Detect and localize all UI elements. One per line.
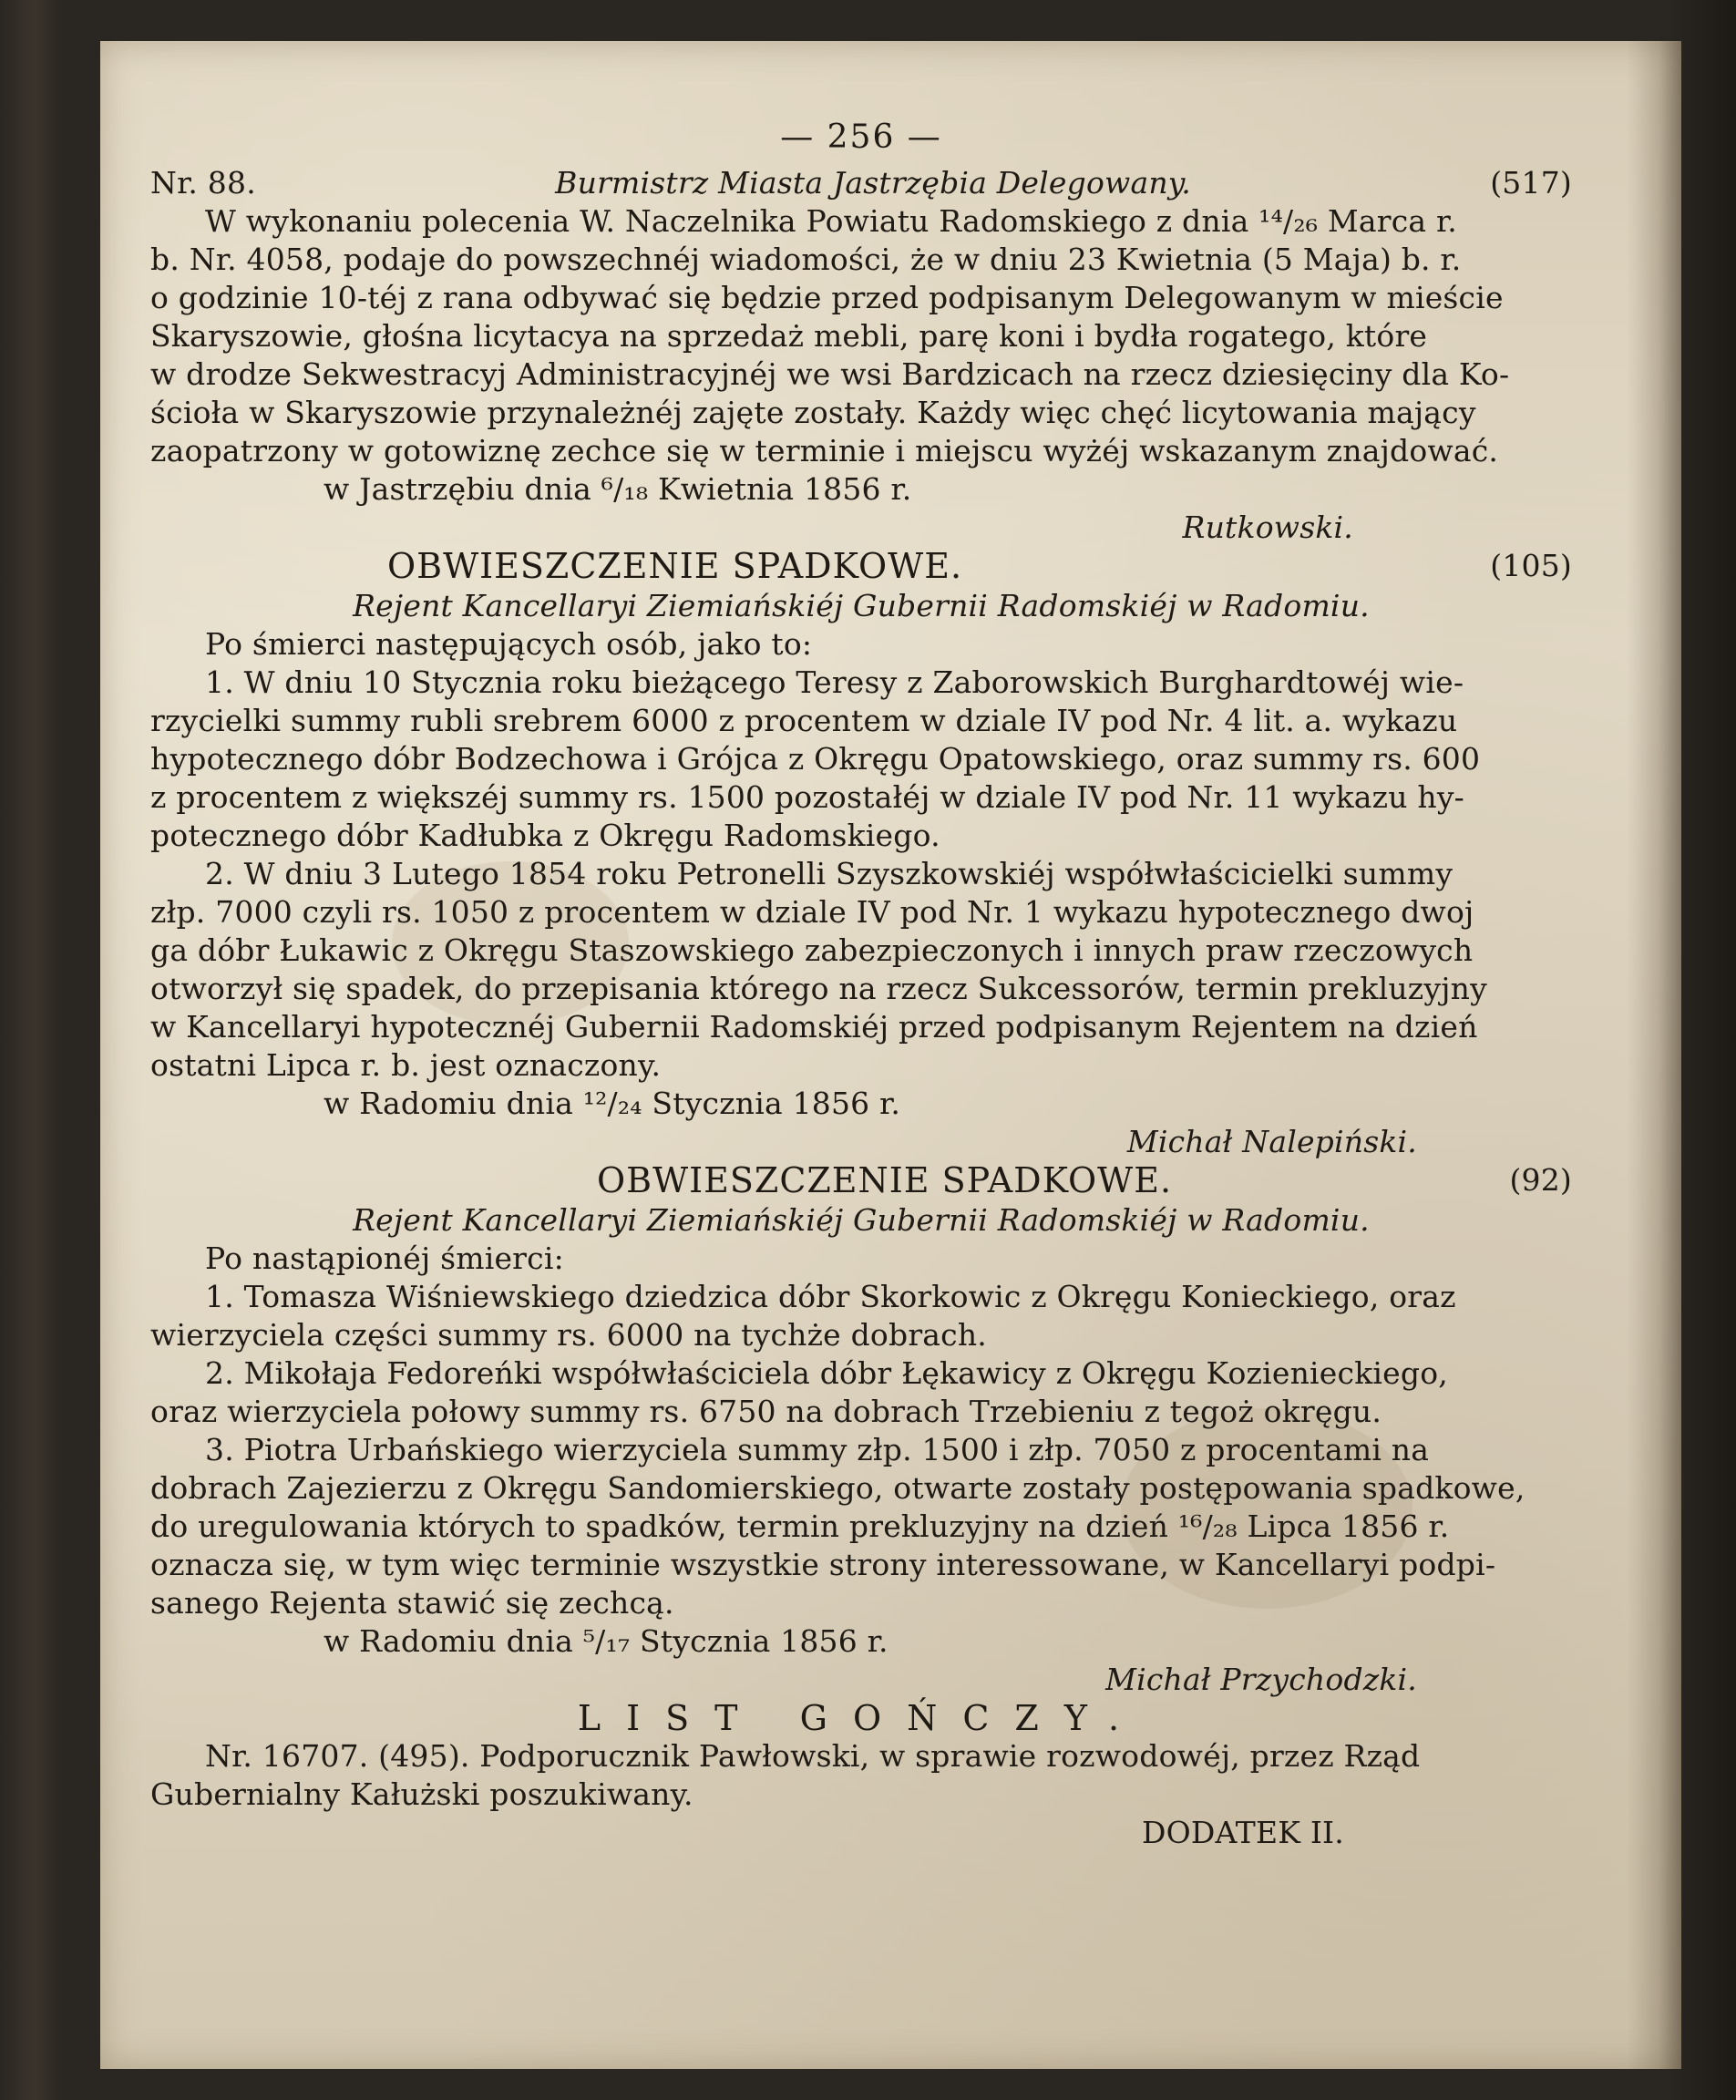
notice-105-line: rzycielki summy rubli srebrem 6000 z procentem w dziale IV pod Nr. 4 lit. a. wykazu	[150, 703, 1458, 738]
notice-105-line: otworzył się spadek, do przepisania którego na rzecz Sukcessorów, termin prekluzyjny	[150, 971, 1487, 1006]
footer-dodatek: DODATEK II.	[1141, 1815, 1344, 1850]
page-number: — 256 —	[780, 118, 942, 156]
notice-92-line: 1. Tomasza Wiśniewskiego dziedzica dóbr Skorkowic z Okręgu Konieckiego, oraz	[205, 1279, 1456, 1314]
notice-92-line: oraz wierzyciela połowy summy rs. 6750 na dobrach Trzebieniu z tegoż okręgu.	[150, 1394, 1382, 1429]
notice-92-subtitle: Rejent Kancellaryi Ziemiańskiéj Gubernii Radomskiéj w Radomiu.	[353, 1202, 1370, 1238]
notice-92-line: do uregulowania których to spadków, termin prekluzyjny na dzień ¹⁶/₂₈ Lipca 1856 r.	[150, 1508, 1450, 1544]
notice-105-line: 2. W dniu 3 Lutego 1854 roku Petronelli Szyszkowskiéj współwłaścicielki summy	[205, 856, 1454, 891]
notice-105-line: hypotecznego dóbr Bodzechowa i Grójca z Okręgu Opatowskiego, oraz summy rs. 600	[150, 741, 1481, 777]
notice-92-line: wierzyciela części summy rs. 6000 na tychże dobrach.	[150, 1317, 987, 1353]
list-gonczy-line: Nr. 16707. (495). Podporucznik Pawłowski, w sprawie rozwodowéj, przez Rząd	[205, 1738, 1421, 1774]
notice-105-intro: Po śmierci następujących osób, jako to:	[205, 626, 813, 662]
notice-105-date: w Radomiu dnia ¹²/₂₄ Stycznia 1856 r.	[324, 1086, 901, 1121]
notice-92-header	[150, 1161, 1572, 1201]
notice-92-ref: (92)	[1509, 1162, 1572, 1198]
notice-92-line: oznacza się, w tym więc terminie wszystkie strony interessowane, w Kancellaryi podpi-	[150, 1547, 1496, 1582]
notice-92-intro: Po nastąpionéj śmierci:	[205, 1240, 564, 1276]
notice-105-line: ga dóbr Łukawic z Okręgu Staszowskiego zabezpieczonych i innych praw rzeczowych	[150, 932, 1474, 968]
notice-88-signature: Rutkowski.	[1182, 510, 1353, 545]
page-curl-shadow	[1627, 41, 1681, 2069]
notice-92-signature: Michał Przychodzki.	[1105, 1662, 1417, 1697]
notice-105-signature: Michał Nalepiński.	[1126, 1124, 1417, 1159]
notice-88-line: o godzinie 10-téj z rana odbywać się będzie przed podpisanym Delegowanym w mieście	[150, 280, 1504, 315]
notice-92-title: OBWIESZCZENIE SPADKOWE.	[597, 1160, 1173, 1200]
notice-88-line: ścioła w Skaryszowie przynależnéj zajęte zostały. Każdy więc chęć licytowania mający	[150, 395, 1476, 430]
notice-88-line: W wykonaniu polecenia W. Naczelnika Powiatu Radomskiego z dnia ¹⁴/₂₆ Marca r.	[205, 203, 1457, 239]
document-text	[150, 118, 1572, 1852]
notice-105-header	[150, 547, 1572, 587]
notice-105-line: potecznego dóbr Kadłubka z Okręgu Radomskiego.	[150, 818, 940, 853]
notice-105-ref: (105)	[1490, 548, 1572, 583]
notice-88-ref: (517)	[1490, 165, 1572, 201]
notice-105-line: ostatni Lipca r. b. jest oznaczony.	[150, 1047, 662, 1083]
notice-105-line: 1. W dniu 10 Stycznia roku bieżącego Teresy z Zaborowskich Burghardtowéj wie-	[205, 664, 1464, 700]
list-gonczy-line: Gubernialny Kałużski poszukiwany.	[150, 1776, 693, 1812]
notice-88-nr: Nr. 88.	[150, 165, 256, 201]
notice-105-line: z procentem z większéj summy rs. 1500 pozostałéj w dziale IV pod Nr. 11 wykazu hy-	[150, 779, 1465, 815]
notice-88-author: Burmistrz Miasta Jastrzębia Delegowany.	[555, 165, 1191, 201]
notice-88-date: w Jastrzębiu dnia ⁶/₁₈ Kwietnia 1856 r.	[324, 471, 912, 507]
notice-88-header	[150, 164, 1572, 202]
notice-88-line: b. Nr. 4058, podaje do powszechnéj wiadomości, że w dniu 23 Kwietnia (5 Maja) b. r.	[150, 242, 1462, 277]
notice-105-subtitle: Rejent Kancellaryi Ziemiańskiéj Gubernii Radomskiéj w Radomiu.	[353, 588, 1370, 623]
notice-105-line: złp. 7000 czyli rs. 1050 z procentem w dziale IV pod Nr. 1 wykazu hypotecznego dwoj	[150, 894, 1474, 930]
notice-105-line: w Kancellaryi hypotecznéj Gubernii Radomskiéj przed podpisanym Rejentem na dzień	[150, 1009, 1478, 1045]
notice-92-line: 3. Piotra Urbańskiego wierzyciela summy złp. 1500 i złp. 7050 z procentami na	[205, 1432, 1430, 1467]
list-gonczy-title: LIST GOŃCZY.	[577, 1698, 1145, 1738]
notice-92-line: dobrach Zajezierzu z Okręgu Sandomierskiego, otwarte zostały postępowania spadkowe,	[150, 1470, 1525, 1506]
notice-92-line: 2. Mikołaja Fedoreńki współwłaściciela dóbr Łękawicy z Okręgu Kozienieckiego,	[205, 1355, 1448, 1391]
notice-88-line: Skaryszowie, głośna licytacya na sprzedaż mebli, parę koni i bydła rogatego, które	[150, 318, 1428, 354]
notice-92-date: w Radomiu dnia ⁵/₁₇ Stycznia 1856 r.	[324, 1623, 889, 1659]
notice-88-line: w drodze Sekwestracyj Administracyjnéj we wsi Bardzicach na rzecz dziesięciny dla Ko-	[150, 356, 1510, 392]
notice-88-line: zaopatrzony w gotowiznę zechce się w terminie i miejscu wyżéj wskazanym znajdować.	[150, 433, 1499, 468]
notice-92-line: sanego Rejenta stawić się zechcą.	[150, 1585, 674, 1621]
notice-105-title: OBWIESZCZENIE SPADKOWE.	[387, 546, 963, 586]
